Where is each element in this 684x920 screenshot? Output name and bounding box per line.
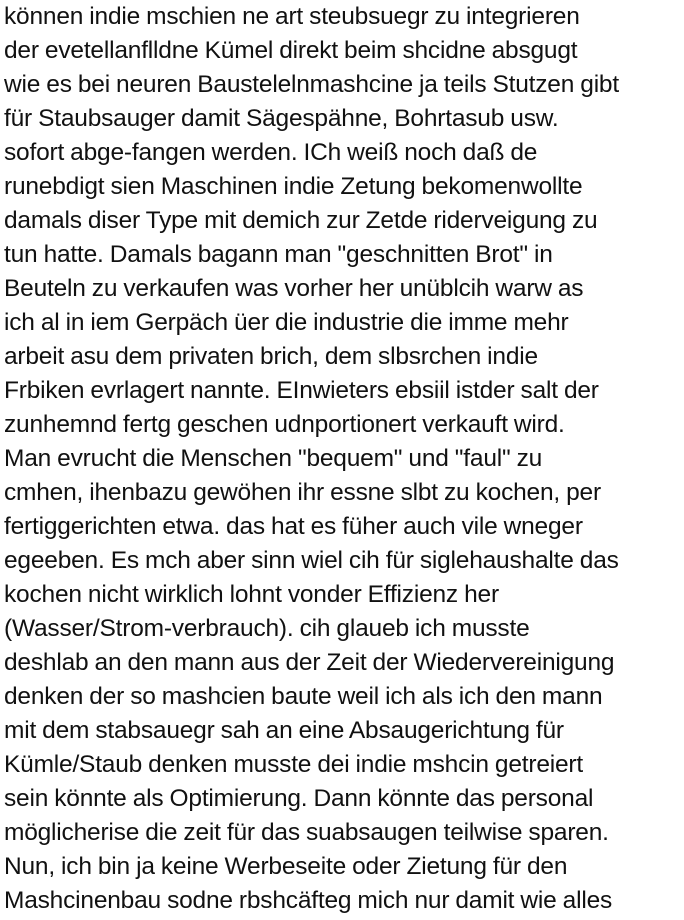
text-line-25: möglicherise die zeit für das suabsaugen teilwise sparen. bbox=[4, 819, 609, 846]
text-line-23: Kümle/Staub denken musste dei indie mshcin getreiert bbox=[4, 751, 584, 778]
text-line-19: (Wasser/Strom-verbrauch). cih glaueb ich musste bbox=[4, 615, 530, 642]
text-line-17: egeeben. Es mch aber sinn wiel cih für siglehaushalte das bbox=[4, 547, 619, 574]
text-line-12: Frbiken evrlagert nannte. EInwieters ebsiil istder salt der bbox=[4, 377, 599, 404]
text-line-27: Mashcinenbau sodne rbshcäfteg mich nur damit wie alles bbox=[4, 887, 613, 914]
text-line-18: kochen nicht wirklich lohnt vonder Effizienz her bbox=[4, 581, 499, 608]
text-line-22: mit dem stabsauegr sah an eine Absaugerichtung für bbox=[4, 717, 564, 744]
text-line-10: ich al in iem Gerpäch üer die industrie die imme mehr bbox=[4, 309, 569, 336]
text-line-26: Nun, ich bin ja keine Werbeseite oder Zietung für den bbox=[4, 853, 568, 880]
text-line-8: tun hatte. Damals bagann man "geschnitten Brot" in bbox=[4, 241, 553, 268]
text-line-6: runebdigt sien Maschinen indie Zetung bekomenwollte bbox=[4, 173, 583, 200]
text-line-4: für Staubsauger damit Sägespähne, Bohrtasub usw. bbox=[4, 105, 559, 132]
text-line-16: fertiggerichten etwa. das hat es füher auch vile wneger bbox=[4, 513, 583, 540]
text-line-21: denken der so mashcien baute weil ich als ich den mann bbox=[4, 683, 603, 710]
document-page bbox=[4, 0, 684, 920]
text-line-14: Man evrucht die Menschen "bequem" und "faul" zu bbox=[4, 445, 543, 472]
text-line-13: zunhemnd fertg geschen udnportionert verkauft wird. bbox=[4, 411, 565, 438]
text-line-3: wie es bei neuren Baustelelnmashcine ja teils Stutzen gibt bbox=[4, 71, 619, 98]
text-line-20: deshlab an den mann aus der Zeit der Wiedervereinigung bbox=[4, 649, 615, 676]
text-line-9: Beuteln zu verkaufen was vorher her unüblcih warw as bbox=[4, 275, 584, 302]
text-line-5: sofort abge-fangen werden. ICh weiß noch daß de bbox=[4, 139, 538, 166]
text-line-2: der evetellanflldne Kümel direkt beim shcidne absgugt bbox=[4, 37, 578, 64]
text-line-7: damals diser Type mit demich zur Zetde riderveigung zu bbox=[4, 207, 598, 234]
text-line-1: können indie mschien ne art steubsuegr zu integrieren bbox=[4, 3, 580, 30]
text-line-15: cmhen, ihenbazu gewöhen ihr essne slbt zu kochen, per bbox=[4, 479, 601, 506]
text-line-11: arbeit asu dem privaten brich, dem slbsrchen indie bbox=[4, 343, 538, 370]
text-line-24: sein könnte als Optimierung. Dann könnte das personal bbox=[4, 785, 594, 812]
